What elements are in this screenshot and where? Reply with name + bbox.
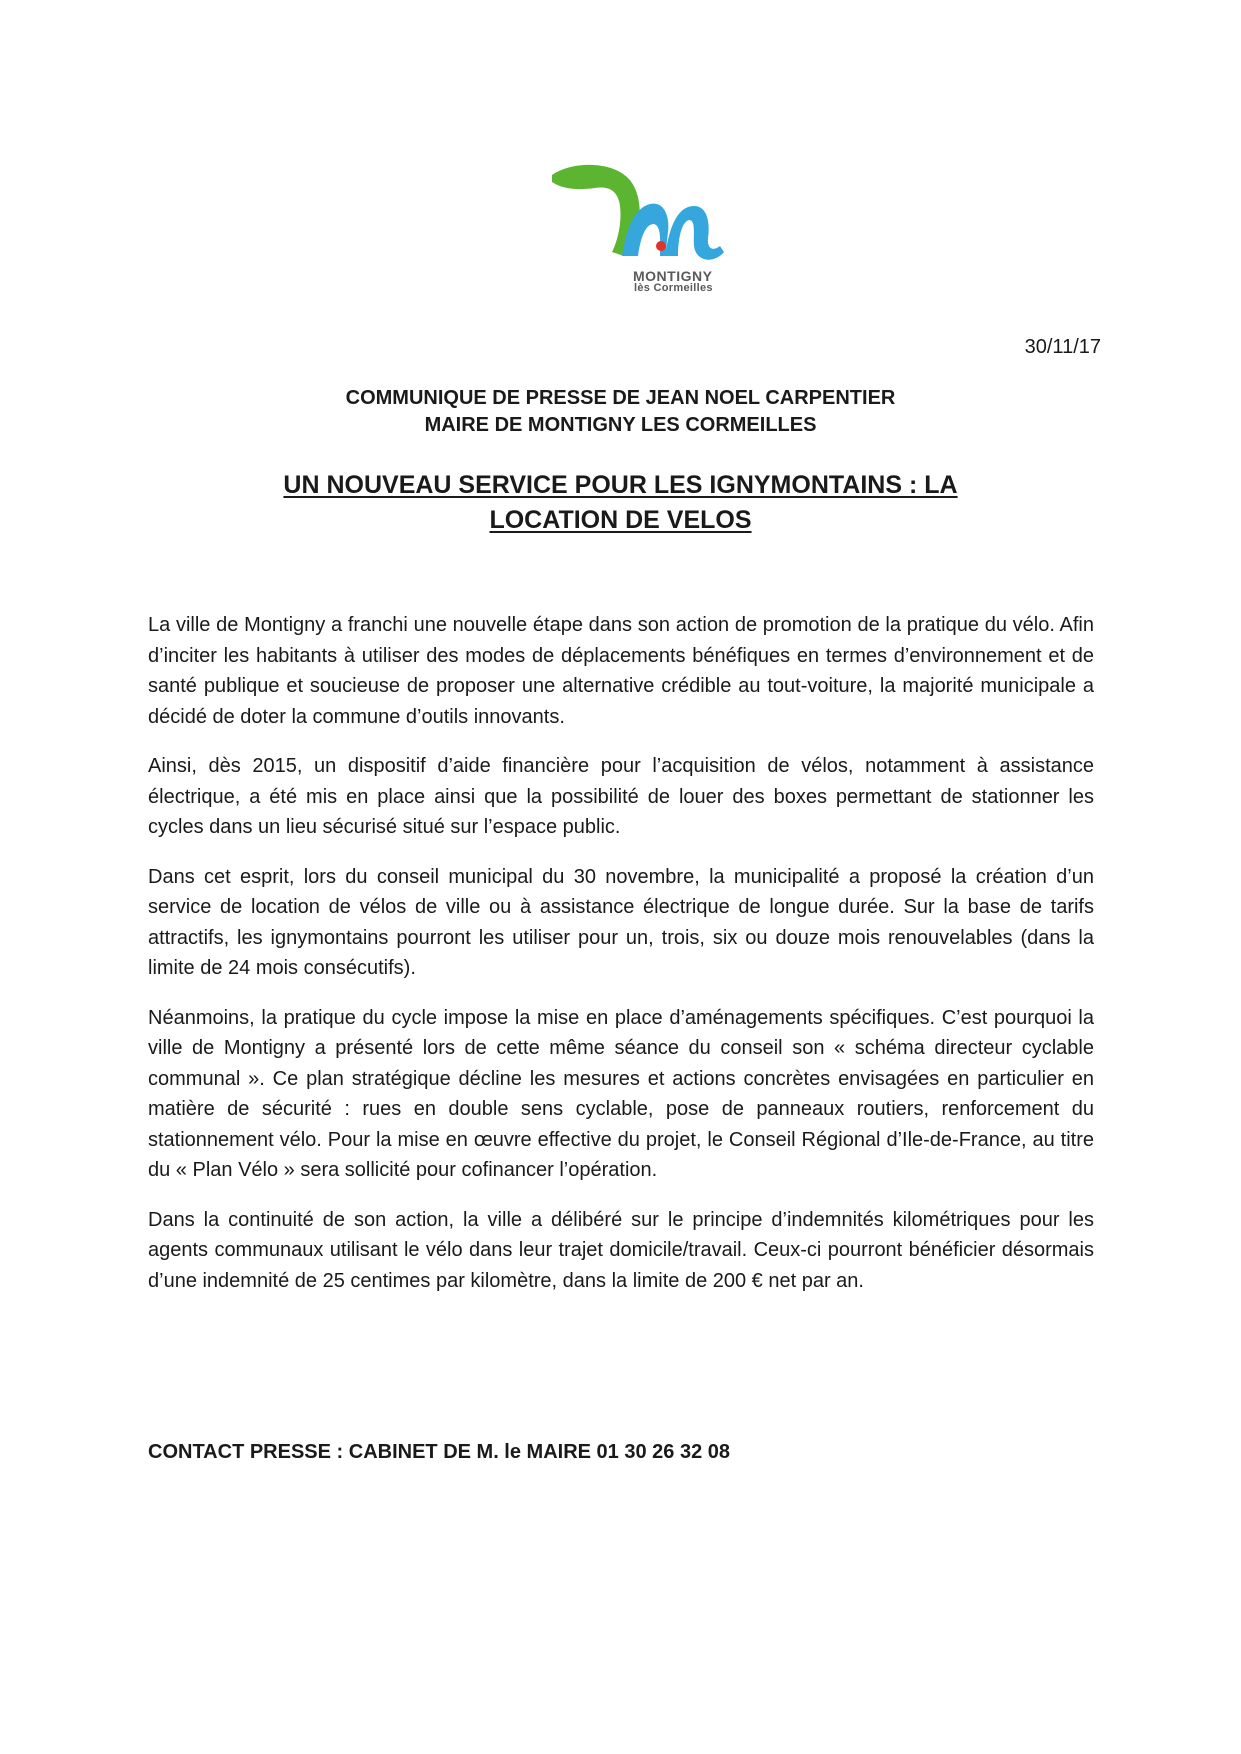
body-paragraph: Néanmoins, la pratique du cycle impose la mise en place d’aménagements spécifiques. C’est pourquoi la ville de Montigny a présenté lors de cette même séance du conseil son « schéma directeur cyclable communal ». Ce plan stratégique décline les mesures et actions concrètes envisagées en particulier en matière de sécurité : rues en double sens cyclable, pose de panneaux routiers, renforcement du stationnement vélo. Pour la mise en œuvre effective du projet, le Conseil Régional d’Ile-de-France, au titre du « Plan Vélo » sera sollicité pour cofinancer l’opération. <box>148 1006 1094 1181</box>
title-line-2: LOCATION DE VELOS <box>489 506 752 534</box>
release-header <box>148 385 1093 439</box>
release-title <box>148 468 1093 538</box>
body-paragraph: Dans la continuité de son action, la ville a délibéré sur le principe d’indemnités kilométriques pour les agents communaux utilisant le vélo dans leur trajet domicile/travail. Ceux-ci pourront bénéficier désormais d’une indemnité de 25 centimes par kilomètre, dans la limite de 200 € net par an. <box>148 1208 1094 1292</box>
header-line-1: COMMUNIQUE DE PRESSE DE JEAN NOEL CARPENTIER <box>345 387 896 409</box>
header-line-2: MAIRE DE MONTIGNY LES CORMEILLES <box>424 414 817 436</box>
logo-name-line2: lès Cormeilles <box>634 282 713 294</box>
release-date: 30/11/17 <box>1024 336 1101 358</box>
montigny-logo <box>550 160 765 300</box>
title-line-1: UN NOUVEAU SERVICE POUR LES IGNYMONTAINS : LA <box>283 471 958 499</box>
body-paragraph: La ville de Montigny a franchi une nouvelle étape dans son action de promotion de la pratique du vélo. Afin d’inciter les habitants à utiliser des modes de déplacements bénéfiques en termes d’environnement et de santé publique et soucieuse de proposer une alternative crédible au tout-voiture, la majorité municipale a décidé de doter la commune d’outils innovants. <box>148 614 1094 728</box>
body-paragraph: Ainsi, dès 2015, un dispositif d’aide financière pour l’acquisition de vélos, notamment à assistance électrique, a été mis en place ainsi que la possibilité de louer des boxes permettant de stationner les cycles dans un lieu sécurisé situé sur l’espace public. <box>148 755 1094 838</box>
body-paragraph: Dans cet esprit, lors du conseil municipal du 30 novembre, la municipalité a proposé la création d’un service de location de vélos de ville ou à assistance électrique de longue durée. Sur la base de tarifs attractifs, les ignymontains pourront les utiliser pour un, trois, six ou douze mois renouvelables (dans la limite de 24 mois consécutifs). <box>148 865 1094 979</box>
press-contact: CONTACT PRESSE : CABINET DE M. le MAIRE 01 30 26 32 08 <box>148 1441 731 1463</box>
release-body <box>148 610 1094 1315</box>
logo-red-dot <box>656 241 666 251</box>
logo-name-line1: MONTIGNY <box>633 268 713 284</box>
montigny-logo-mark <box>550 160 765 270</box>
